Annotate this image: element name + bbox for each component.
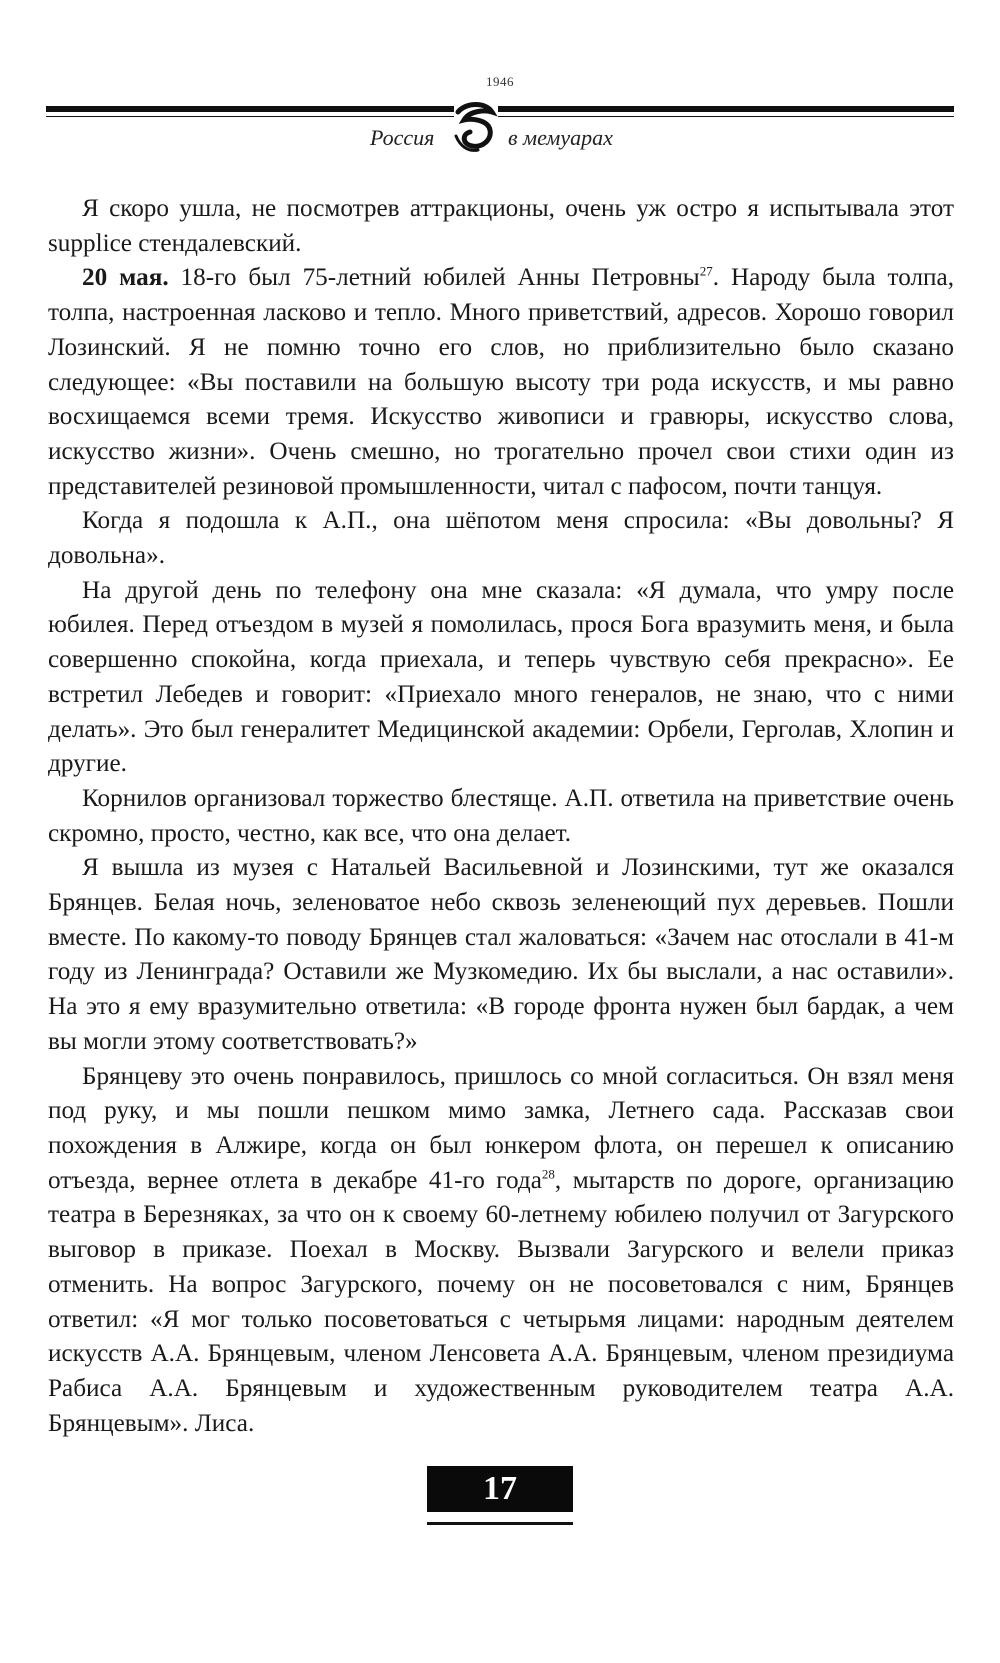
paragraph-text: , мытарств по дороге, организацию театра в Березняках, за что он к своему 60-летнему юбилею получил от Загурского выговор в приказе. Поехал в Москву. Вызвали Загурского и велели приказ отменить. На вопрос Загурского, почему он не посоветовался с ним, Брянцев ответил: «Я мог только посоветоваться с четырьмя лицами: народным деятелем искусств А.А. Брянцевым, членом Ленсовета А.А. Брянцевым, членом президиума Рабиса А.А. Брянцевым и художественным руководителем театра А.А. Брянцевым». Лиса. — [48, 1166, 955, 1437]
paragraph: Когда я подошла к А.П., она шёпотом меня спросила: «Вы довольны? Я довольна». — [48, 507, 954, 570]
page-number: 17 — [427, 1466, 573, 1512]
footnote-ref: 28 — [541, 1166, 555, 1182]
running-title-right: в мемуарах — [508, 125, 613, 150]
paragraph-text: 18-го был 75-летний юбилей Анны Петровны — [168, 264, 700, 292]
paragraph: На другой день по телефону она мне сказала: «Я думала, что умру после юбилея. Перед отъездом в музей я помолилась, прося Бога вразумить меня, и была совершенно спокойна, когда приехала, и теперь чувствую себя прекрасно». Ее встретил Лебедев и говорит: «Приехало много генералов, не знаю, что с ними делать». Это был генералитет Медицинской академии: Орбели, Герголав, Хлопин и другие. — [48, 576, 954, 778]
footnote-ref: 27 — [699, 264, 713, 280]
paragraph-text: Брянцеву это очень понравилось, пришлось со мной согласиться. Он взял меня под руку, и мы пошли пешком мимо замка, Летнего сада. Рассказав свои похождения в Алжире, когда он был юнкером флота, он перешел к описанию отъезда, вернее отлета в декабре 41-го года — [48, 1062, 954, 1194]
paragraph: Я скоро ушла, не посмотрев аттракционы, очень уж остро я испытывала этот supplice стендалевский. — [48, 195, 954, 257]
body-text — [48, 192, 954, 1441]
ornamental-flourish-icon — [448, 100, 504, 170]
paragraph-text: . Народу была толпа, толпа, настроенная ласково и тепло. Много приветствий, адресов. Хорошо говорил Лозинский. Я не помню точно его слов, но приблизительно было сказано следующее: «Вы поставили на большую высоту три рода искусств, и мы равно восхищаемся всеми тремя. Искусство живописи и гравюры, искусство слова, искусство жизни». Очень смешно, но трогательно прочел свои стихи один из представителей резиновой промышленности, читал с пафосом, почти танцуя. — [48, 264, 954, 500]
page-number-rule — [427, 1522, 573, 1525]
running-title-left: Россия — [370, 125, 435, 150]
paragraph-dated — [48, 261, 954, 504]
paragraph: Корнилов организовал торжество блестяще. А.П. ответила на приветствие очень скромно, просто, честно, как все, что она делает. — [48, 784, 954, 847]
paragraph-noted — [48, 1060, 954, 1442]
page-year: 1946 — [486, 74, 514, 89]
entry-date: 20 мая. — [82, 264, 169, 292]
paragraph: Я вышла из музея с Натальей Васильевной и Лозинскими, тут же оказался Брянцев. Белая ночь, зеленоватое небо сквозь зеленеющий пух деревьев. Пошли вместе. По какому-то поводу Брянцев стал жаловаться: «Зачем нас отослали в 41-м году из Ленинграда? Оставили же Музкомедию. Их бы выслали, а нас оставили». На это я ему вразумительно ответила: «В городе фронта нужен был бардак, а чем вы могли этому соответствовать?» — [48, 854, 954, 1055]
